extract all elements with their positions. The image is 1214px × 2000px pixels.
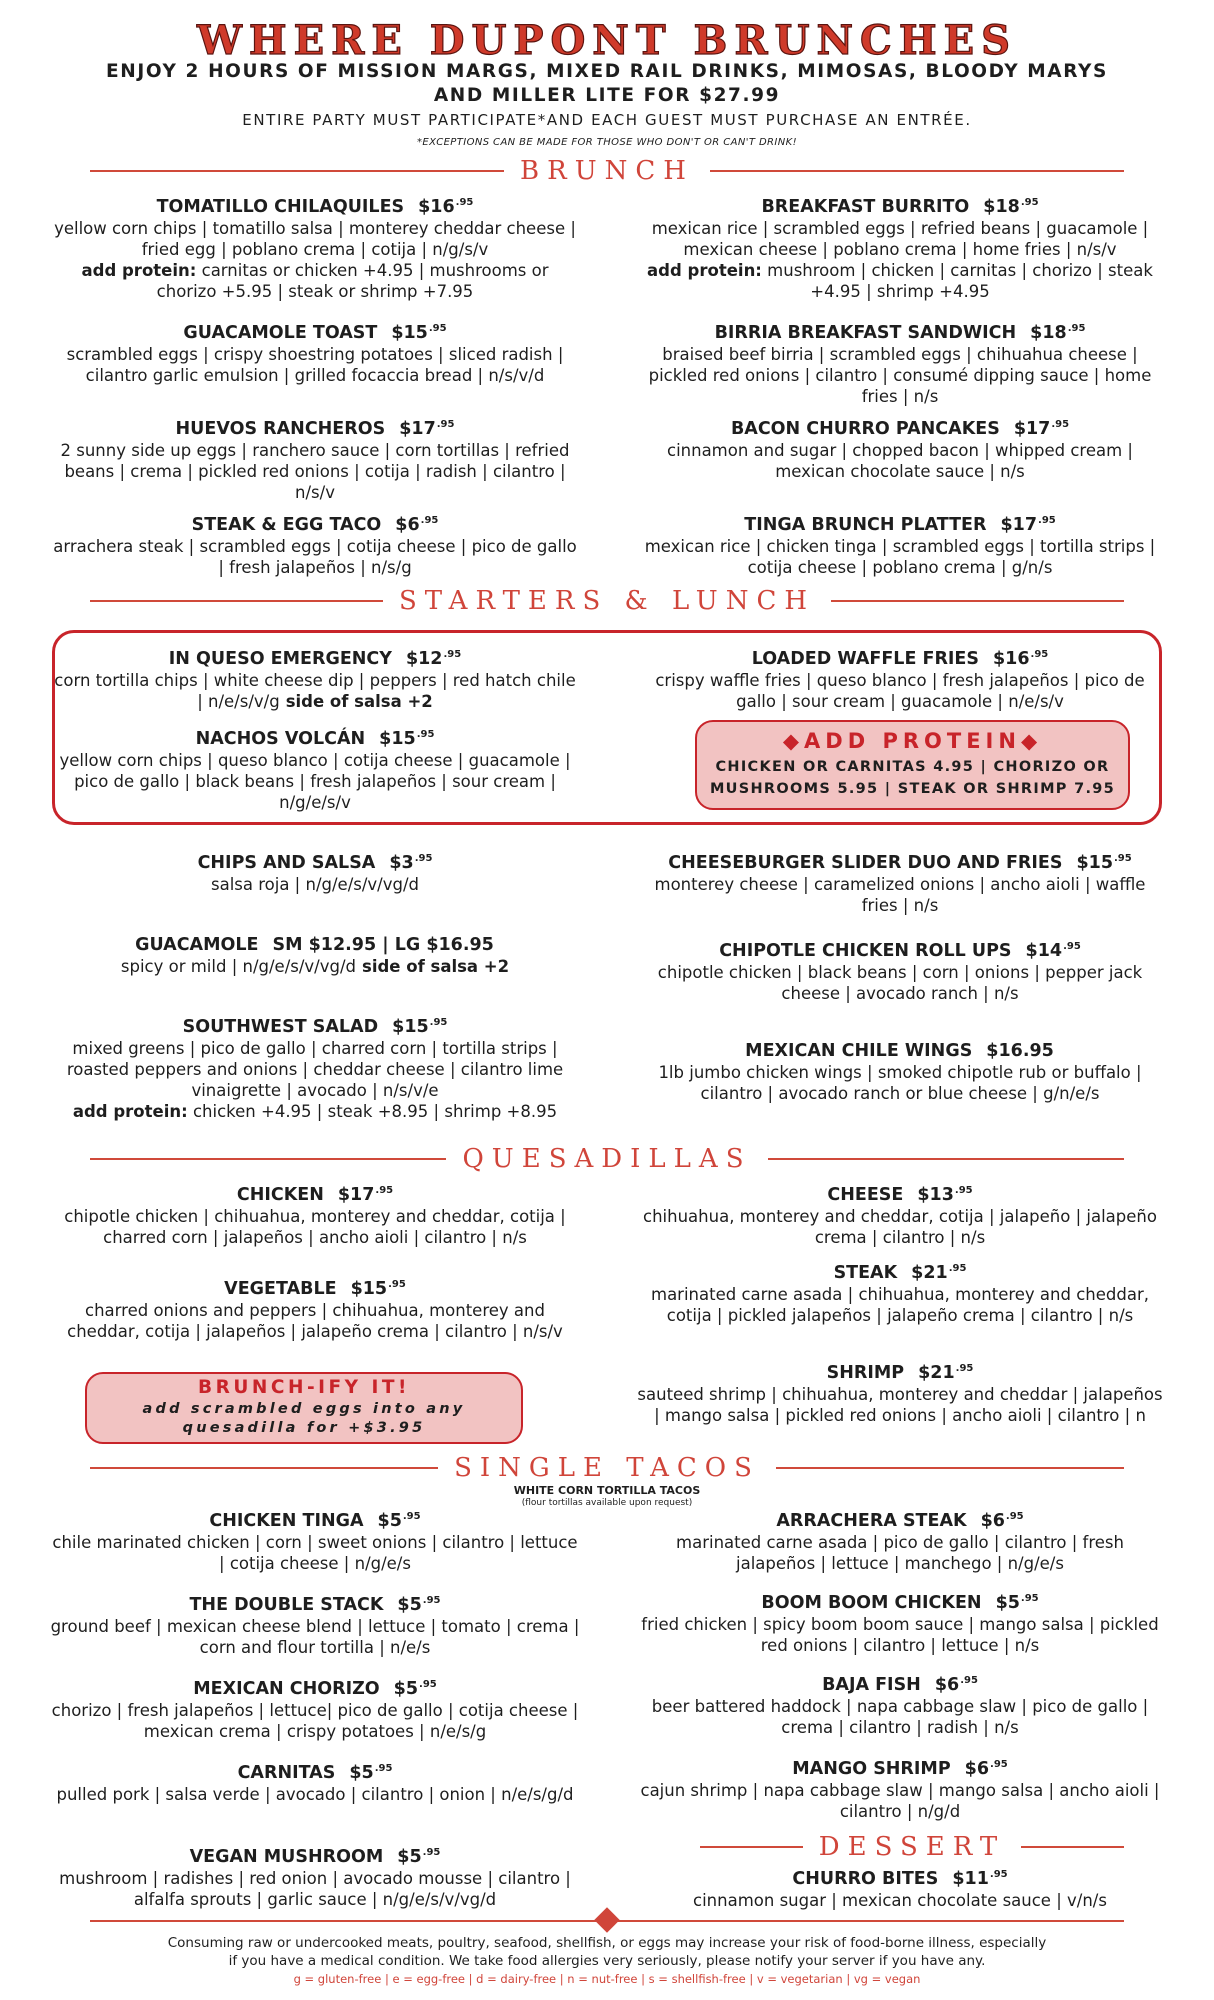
item-description: chorizo | fresh jalapeños | lettuce| pico de gallo | cotija cheese | mexican crema | crispy potatoes | n/e/s/g bbox=[51, 1701, 579, 1741]
section-rule bbox=[776, 1467, 1124, 1469]
item-price: $\$18^{.95}$ bbox=[1030, 323, 1086, 343]
item-description: cajun shrimp | napa cabbage slaw | mango salsa | ancho aioli | cilantro | n/g/d bbox=[640, 1781, 1160, 1821]
item-name: MANGO SHRIMP bbox=[792, 1759, 951, 1779]
diamond-icon bbox=[594, 1907, 619, 1932]
section-rule bbox=[700, 1846, 803, 1848]
add-protein-title: ◆ADD PROTEIN◆ bbox=[782, 729, 1043, 753]
menu-item bbox=[635, 192, 1165, 302]
item-name: VEGETABLE bbox=[224, 1279, 337, 1299]
item-name: MEXICAN CHILE WINGS bbox=[745, 1041, 973, 1061]
tacos-subnote: (flour tortillas available upon request) bbox=[521, 1498, 693, 1508]
section-header-brunch bbox=[90, 156, 1124, 186]
add-protein-line1: CHICKEN OR CARNITAS 4.95 | CHORIZO OR bbox=[715, 759, 1110, 775]
item-price: $\$6^{.95}$ bbox=[395, 515, 439, 535]
item-name: TOMATILLO CHILAQUILES bbox=[156, 197, 405, 217]
item-description: chipotle chicken | black beans | corn | onions | pepper jack cheese | avocado ranch | n/s bbox=[657, 963, 1143, 1003]
item-description: yellow corn chips | tomatillo salsa | monterey cheddar cheese | fried egg | poblano crema | cotija | n/g/s/v bbox=[54, 219, 576, 259]
menu-item bbox=[635, 1506, 1165, 1574]
item-price: SM $12.95 | LG $16.95 bbox=[272, 935, 494, 955]
party-note: ENTIRE PARTY MUST PARTICIPATE*AND EACH GUEST MUST PURCHASE AN ENTRÉE. bbox=[242, 111, 972, 129]
brunchify-line1: add scrambled eggs into any bbox=[142, 1401, 466, 1417]
menu-item bbox=[635, 644, 1165, 712]
item-description: crispy waffle fries | queso blanco | fresh jalapeños | pico de gallo | sour cream | guacamole | n/e/s/v bbox=[655, 671, 1145, 711]
item-price: $\$18^{.95}$ bbox=[983, 197, 1039, 217]
menu-item bbox=[635, 1258, 1165, 1326]
section-title: DESSERT bbox=[818, 1832, 1006, 1862]
section-rule bbox=[831, 600, 1124, 602]
item-price: $\$5^{.95}$ bbox=[393, 1679, 437, 1699]
item-description: salsa roja | n/g/e/s/v/vg/d bbox=[210, 875, 419, 894]
item-description: yellow corn chips | queso blanco | cotija cheese | guacamole | pico de gallo | black beans | fresh jalapeños | sour cream | n/g/e/s/v bbox=[59, 751, 571, 812]
brunchify-title: BRUNCH-IFY IT! bbox=[198, 1377, 410, 1398]
menu-item bbox=[50, 1180, 580, 1248]
menu-item bbox=[50, 1274, 580, 1342]
menu-item bbox=[635, 1670, 1165, 1738]
item-description: sauteed shrimp | chihuahua, monterey and cheddar | jalapeños | mango salsa | pickled red onions | ancho aioli | cilantro | n bbox=[637, 1385, 1163, 1425]
brunchify-box bbox=[85, 1372, 523, 1444]
menu-item bbox=[50, 930, 580, 977]
item-name: IN QUESO EMERGENCY bbox=[168, 649, 392, 669]
item-addon: add protein: chicken +4.95 | steak +8.95 | shrimp +8.95 bbox=[72, 1102, 558, 1121]
tacos-note: WHITE CORN TORTILLA TACOS bbox=[513, 1484, 701, 1497]
item-description: pulled pork | salsa verde | avocado | cilantro | onion | n/e/s/g/d bbox=[56, 1785, 574, 1804]
brunchify-line2: quesadilla for +$3.95 bbox=[182, 1420, 426, 1436]
section-header-dessert bbox=[700, 1832, 1124, 1862]
section-header-tacos bbox=[90, 1453, 1124, 1483]
item-price: $\$5^{.95}$ bbox=[995, 1593, 1039, 1613]
item-description: beer battered haddock | napa cabbage slaw | pico de gallo | crema | cilantro | radish | n/s bbox=[651, 1697, 1149, 1737]
item-description: ground beef | mexican cheese blend | lettuce | tomato | crema | corn and flour tortilla | n/e/s bbox=[50, 1617, 580, 1657]
item-price: $\$5^{.95}$ bbox=[377, 1511, 421, 1531]
item-price: $\$6^{.95}$ bbox=[980, 1511, 1024, 1531]
menu-item bbox=[50, 1758, 580, 1805]
item-name: HUEVOS RANCHEROS bbox=[175, 419, 386, 439]
menu-item bbox=[50, 510, 580, 578]
item-description: chipotle chicken | chihuahua, monterey and cheddar, cotija | charred corn | jalapeños | ancho aioli | cilantro | n/s bbox=[64, 1207, 566, 1247]
menu-item bbox=[50, 1674, 580, 1742]
section-title: BRUNCH bbox=[520, 156, 694, 186]
item-price: $\$15^{.95}$ bbox=[391, 323, 447, 343]
item-name: BOOM BOOM CHICKEN bbox=[761, 1593, 982, 1613]
item-price: $\$5^{.95}$ bbox=[349, 1763, 393, 1783]
item-price: $\$6^{.95}$ bbox=[964, 1759, 1008, 1779]
menu-item bbox=[635, 510, 1165, 578]
item-price: $16.95 bbox=[986, 1041, 1054, 1061]
allergy-disclaimer: if you have a medical condition. We take food allergies very seriously, please notify your server if you have any. bbox=[228, 1953, 986, 1969]
brunch-offer-line1: ENJOY 2 HOURS OF MISSION MARGS, MIXED RAIL DRINKS, MIMOSAS, BLOODY MARYS bbox=[106, 61, 1108, 82]
section-rule bbox=[710, 170, 1124, 172]
item-description: cinnamon sugar | mexican chocolate sauce | v/n/s bbox=[693, 1891, 1107, 1910]
item-description: 1lb jumbo chicken wings | smoked chipotle rub or buffalo | cilantro | avocado ranch or blue cheese | g/n/e/s bbox=[658, 1063, 1142, 1103]
item-name: CHEESEBURGER SLIDER DUO AND FRIES bbox=[668, 853, 1063, 873]
item-description: spicy or mild | n/g/e/s/v/vg/d side of salsa +2 bbox=[120, 957, 510, 976]
item-price: $\$17^{.95}$ bbox=[337, 1185, 394, 1205]
item-name: BACON CHURRO PANCAKES bbox=[730, 419, 1000, 439]
item-price: $\$5^{.95}$ bbox=[397, 1595, 441, 1615]
menu-item bbox=[635, 936, 1165, 1004]
menu-item bbox=[50, 414, 580, 503]
item-description: marinated carne asada | pico de gallo | cilantro | fresh jalapeños | lettuce | manchego | n/g/e/s bbox=[676, 1533, 1124, 1573]
menu-item bbox=[635, 1588, 1165, 1656]
section-rule bbox=[90, 1158, 446, 1160]
item-name: THE DOUBLE STACK bbox=[189, 1595, 384, 1615]
item-price: $\$16^{.95}$ bbox=[418, 197, 474, 217]
menu-item bbox=[635, 1036, 1165, 1104]
menu-item bbox=[50, 848, 580, 895]
item-name: TINGA BRUNCH PLATTER bbox=[744, 515, 987, 535]
item-name: GUACAMOLE TOAST bbox=[183, 323, 378, 343]
menu-item bbox=[50, 1012, 580, 1122]
menu-item bbox=[635, 1754, 1165, 1822]
menu-item bbox=[50, 1590, 580, 1658]
item-name: CHICKEN TINGA bbox=[209, 1511, 364, 1531]
section-rule bbox=[1021, 1846, 1124, 1848]
section-rule bbox=[90, 600, 383, 602]
add-protein-box bbox=[695, 720, 1130, 810]
item-addon: add protein: mushroom | chicken | carnitas | chorizo | steak +4.95 | shrimp +4.95 bbox=[647, 261, 1153, 301]
item-description: mexican rice | scrambled eggs | refried beans | guacamole | mexican cheese | poblano crema | home fries | n/s/v bbox=[651, 219, 1149, 259]
item-description: arrachera steak | scrambled eggs | cotija cheese | pico de gallo | fresh jalapeños | n/s/g bbox=[53, 537, 577, 577]
section-rule bbox=[90, 170, 504, 172]
item-name: STEAK bbox=[833, 1263, 898, 1283]
item-name: LOADED WAFFLE FRIES bbox=[751, 649, 979, 669]
item-name: VEGAN MUSHROOM bbox=[189, 1847, 384, 1867]
section-title: SINGLE TACOS bbox=[454, 1453, 760, 1483]
item-name: STEAK & EGG TACO bbox=[191, 515, 382, 535]
item-price: $\$11^{.95}$ bbox=[952, 1869, 1008, 1889]
item-price: $\$13^{.95}$ bbox=[917, 1185, 973, 1205]
item-name: ARRACHERA STEAK bbox=[776, 1511, 967, 1531]
menu-item bbox=[635, 1180, 1165, 1248]
item-price: $\$15^{.95}$ bbox=[392, 1017, 448, 1037]
item-description: marinated carne asada | chihuahua, monterey and cheddar, cotija | pickled jalapeños | jalapeño crema | cilantro | n/s bbox=[651, 1285, 1149, 1325]
item-name: CARNITAS bbox=[237, 1763, 336, 1783]
item-name: CHEESE bbox=[827, 1185, 904, 1205]
section-title: QUESADILLAS bbox=[462, 1144, 752, 1174]
item-name: CHURRO BITES bbox=[792, 1869, 939, 1889]
menu-item bbox=[50, 1842, 580, 1910]
item-price: $\$16^{.95}$ bbox=[993, 649, 1049, 669]
section-title: STARTERS & LUNCH bbox=[398, 586, 816, 616]
brunch-offer bbox=[0, 60, 1214, 108]
menu-title: WHERE DUPONT BRUNCHES bbox=[196, 17, 1018, 64]
item-description: mushroom | radishes | red onion | avocado mousse | cilantro | alfalfa sprouts | garlic sauce | n/g/e/s/v/vg/d bbox=[59, 1869, 571, 1909]
item-addon: add protein: carnitas or chicken +4.95 | mushrooms or chorizo +5.95 | steak or shrimp +7.95 bbox=[81, 261, 549, 301]
item-description: corn tortilla chips | white cheese dip | peppers | red hatch chile | n/e/s/v/g side of salsa +2 bbox=[54, 671, 576, 711]
item-description: mixed greens | pico de gallo | charred corn | tortilla strips | roasted peppers and onions | cheddar cheese | cilantro lime vinaigrette | avocado | n/s/v/e bbox=[66, 1039, 564, 1100]
menu-item bbox=[50, 724, 580, 813]
menu-item bbox=[50, 192, 580, 302]
item-price: $\$15^{.95}$ bbox=[1076, 853, 1132, 873]
menu-item bbox=[635, 318, 1165, 407]
exception-note: *EXCEPTIONS CAN BE MADE FOR THOSE WHO DON'T OR CAN'T DRINK! bbox=[417, 137, 797, 148]
item-name: NACHOS VOLCÁN bbox=[195, 729, 366, 749]
item-price: $\$21^{.95}$ bbox=[911, 1263, 967, 1283]
section-rule bbox=[768, 1158, 1124, 1160]
item-name: BIRRIA BREAKFAST SANDWICH bbox=[714, 323, 1017, 343]
item-price: $\$17^{.95}$ bbox=[1000, 515, 1056, 535]
item-name: CHIPOTLE CHICKEN ROLL UPS bbox=[719, 941, 1012, 961]
item-name: MEXICAN CHORIZO bbox=[193, 1679, 380, 1699]
item-price: $\$17^{.95}$ bbox=[1013, 419, 1070, 439]
item-name: SHRIMP bbox=[826, 1363, 905, 1383]
item-price: $\$15^{.95}$ bbox=[350, 1279, 406, 1299]
section-header-quesadillas bbox=[90, 1144, 1124, 1174]
item-price: $\$6^{.95}$ bbox=[934, 1675, 978, 1695]
item-price: $\$21^{.95}$ bbox=[918, 1363, 974, 1383]
section-rule bbox=[90, 1467, 438, 1469]
item-name: SOUTHWEST SALAD bbox=[182, 1017, 379, 1037]
item-description: chihuahua, monterey and cheddar, cotija | jalapeño | jalapeño crema | cilantro | n/s bbox=[643, 1207, 1157, 1247]
item-price: $\$15^{.95}$ bbox=[379, 729, 435, 749]
item-description: monterey cheese | caramelized onions | ancho aioli | waffle fries | n/s bbox=[654, 875, 1146, 915]
item-price: $\$12^{.95}$ bbox=[405, 649, 462, 669]
item-description: fried chicken | spicy boom boom sauce | mango salsa | pickled red onions | cilantro | lettuce | n/s bbox=[641, 1615, 1159, 1655]
food-safety-disclaimer: Consuming raw or undercooked meats, poultry, seafood, shellfish, or eggs may increase your risk of food-borne illness, especially bbox=[167, 1935, 1047, 1951]
menu-item bbox=[50, 318, 580, 386]
item-price: $\$17^{.95}$ bbox=[399, 419, 455, 439]
item-description: scrambled eggs | crispy shoestring potatoes | sliced radish | cilantro garlic emulsion | grilled focaccia bread | n/s/v/d bbox=[66, 345, 564, 385]
menu-item bbox=[635, 1864, 1165, 1911]
item-description: charred onions and peppers | chihuahua, monterey and cheddar, cotija | jalapeños | jalapeño crema | cilantro | n/s/v bbox=[67, 1301, 563, 1341]
item-price: $\$14^{.95}$ bbox=[1025, 941, 1081, 961]
item-description: braised beef birria | scrambled eggs | chihuahua cheese | pickled red onions | cilantro | consumé dipping sauce | home fries | n/s bbox=[648, 345, 1152, 406]
brunch-offer-line2: AND MILLER LITE FOR $27.99 bbox=[433, 85, 781, 106]
item-name: CHIPS AND SALSA bbox=[197, 853, 376, 873]
item-name: GUACAMOLE bbox=[135, 935, 259, 955]
add-protein-line2: MUSHROOMS 5.95 | STEAK OR SHRIMP 7.95 bbox=[709, 781, 1116, 797]
item-name: BREAKFAST BURRITO bbox=[761, 197, 970, 217]
section-header-starters bbox=[90, 586, 1124, 616]
menu-item bbox=[50, 644, 580, 712]
item-description: cinnamon and sugar | chopped bacon | whipped cream | mexican chocolate sauce | n/s bbox=[667, 441, 1133, 481]
item-description: chile marinated chicken | corn | sweet onions | cilantro | lettuce | cotija cheese | n/g/e/s bbox=[52, 1533, 578, 1573]
item-description: mexican rice | chicken tinga | scrambled eggs | tortilla strips | cotija cheese | poblano crema | g/n/s bbox=[644, 537, 1156, 577]
menu-item bbox=[635, 1358, 1165, 1426]
item-name: BAJA FISH bbox=[822, 1675, 921, 1695]
item-price: $\$5^{.95}$ bbox=[397, 1847, 441, 1867]
menu-item bbox=[635, 848, 1165, 916]
footer bbox=[0, 1934, 1214, 1986]
menu-item bbox=[50, 1506, 580, 1574]
item-name: CHICKEN bbox=[236, 1185, 324, 1205]
item-price: $\$3^{.95}$ bbox=[389, 853, 433, 873]
dietary-legend: g = gluten-free | e = egg-free | d = dairy-free | n = nut-free | s = shellfish-free | v = vegetarian | vg = vegan bbox=[293, 1972, 921, 1986]
menu-item bbox=[635, 414, 1165, 482]
item-description: 2 sunny side up eggs | ranchero sauce | corn tortillas | refried beans | crema | pickled red onions | cotija | radish | cilantro | n/s/v bbox=[60, 441, 570, 502]
